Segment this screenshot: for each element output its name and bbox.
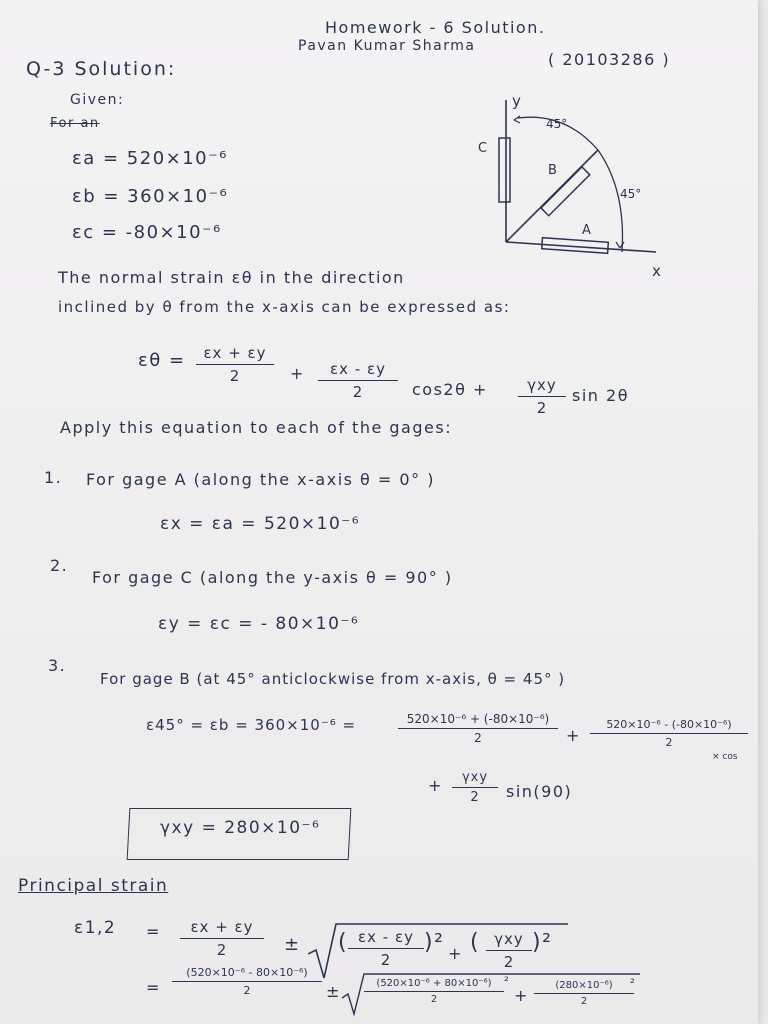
gage-a-label: A [582, 223, 591, 238]
principal-plus-minus: ± [284, 934, 301, 955]
fraction-numerator: εx + εy [196, 344, 274, 365]
given-label: Given: [70, 92, 125, 108]
fraction-denominator: 2 [474, 731, 482, 745]
x-axis-label: x [652, 262, 661, 280]
step-1-text: For gage A (along the x-axis θ = 0° ) [86, 470, 435, 489]
given-eb: εb = 360×10⁻⁶ [72, 186, 229, 207]
step-3-sin: sin(90) [506, 782, 573, 801]
principal-line2-fraction-1 [172, 966, 322, 997]
angle-45-top: 45° [546, 117, 568, 131]
principal-sqrt-fraction-1 [348, 928, 424, 969]
principal-lhs: ε1,2 [74, 918, 117, 938]
fraction-denominator: 2 [430, 994, 438, 1005]
fraction-denominator: 2 [380, 951, 392, 969]
main-eq-lhs: εθ = [138, 350, 186, 371]
step-2-equation: εy = εc = - 80×10⁻⁶ [158, 614, 360, 634]
step-3-fraction-3 [452, 770, 498, 805]
given-ec: εc = -80×10⁻⁶ [72, 222, 222, 243]
intro-line-1: The normal strain εθ in the direction [58, 268, 405, 287]
fraction-numerator: εx - εy [318, 360, 398, 381]
open-paren: ( [470, 930, 481, 955]
step-3-plus-2: + [428, 776, 443, 795]
squared-mark: ² [630, 976, 637, 990]
step-3-text: For gage B (at 45° anticlockwise from x-axis, θ = 45° ) [100, 670, 566, 688]
step-1-equation: εx = εa = 520×10⁻⁶ [160, 514, 361, 534]
homework-title: Homework - 6 Solution. [325, 18, 546, 37]
strain-rosette-diagram [470, 90, 680, 280]
fraction-denominator: 2 [665, 736, 673, 749]
fraction-numerator: γxy [518, 376, 566, 397]
step-3-number: 3. [48, 656, 67, 675]
gage-b-label: B [548, 163, 557, 178]
main-eq-fraction-3 [518, 376, 566, 417]
question-label: Q-3 Solution: [26, 58, 177, 80]
close-paren-squared: )² [424, 930, 445, 955]
step-2-text: For gage C (along the y-axis θ = 90° ) [92, 568, 453, 587]
squared-mark: ² [504, 974, 511, 988]
student-id: ( 20103286 ) [548, 50, 671, 69]
fraction-denominator: 2 [216, 941, 228, 959]
fraction-numerator: εx + εy [180, 918, 264, 939]
fraction-denominator: 2 [352, 383, 364, 401]
main-eq-sin: sin 2θ [572, 386, 629, 405]
principal-strain-title: Principal strain [18, 876, 169, 896]
main-eq-plus: + [290, 364, 305, 383]
struck-text: For an [50, 116, 100, 131]
apply-instruction: Apply this equation to each of the gages: [60, 418, 453, 437]
author-name: Pavan Kumar Sharma [298, 38, 476, 54]
principal-fraction-1 [180, 918, 264, 959]
principal-line2-sqrt-fraction-1 [364, 978, 504, 1005]
step-3-plus: + [566, 726, 581, 745]
close-paren-squared: )² [532, 930, 553, 955]
fraction-denominator: 2 [229, 367, 241, 385]
fraction-numerator: (520×10⁻⁶ + 80×10⁻⁶) [364, 978, 504, 992]
step-3-cos-tail: × cos [712, 752, 738, 762]
step-3-lhs: ε45° = εb = 360×10⁻⁶ = [146, 716, 357, 734]
main-eq-fraction-1 [196, 344, 274, 385]
step-2-number: 2. [50, 556, 69, 575]
gage-c-label: C [478, 141, 488, 156]
fraction-numerator: 520×10⁻⁶ + (-80×10⁻⁶) [398, 712, 558, 729]
gage-c [499, 138, 510, 202]
open-paren: ( [338, 930, 349, 955]
fraction-denominator: 2 [580, 996, 588, 1007]
fraction-numerator: γxy [452, 770, 498, 788]
fraction-denominator: 2 [243, 984, 251, 997]
right-angle-arc [598, 150, 623, 252]
main-eq-cos: cos2θ + [412, 380, 488, 399]
principal-line2-plus-minus: ± [326, 982, 341, 1001]
step-3-fraction-1 [398, 712, 558, 745]
angle-45-right: 45° [620, 187, 642, 201]
principal-plus: + [448, 944, 463, 963]
step-1-number: 1. [44, 468, 63, 487]
fraction-numerator: (280×10⁻⁶) [534, 980, 634, 994]
arrow-head [514, 116, 520, 123]
fraction-denominator: 2 [536, 399, 548, 417]
principal-equals: = [146, 922, 161, 941]
principal-line2-sqrt-fraction-2 [534, 980, 634, 1007]
fraction-numerator: γxy [486, 930, 532, 951]
y-axis-label: y [512, 92, 521, 110]
principal-line2-plus: + [514, 986, 529, 1005]
fraction-denominator: 2 [470, 790, 480, 805]
given-ea: εa = 520×10⁻⁶ [72, 148, 228, 169]
step-3-fraction-2 [590, 718, 748, 749]
x-axis-line [506, 242, 656, 252]
principal-sqrt-fraction-2 [486, 930, 532, 971]
principal-line2-equals: = [146, 978, 161, 997]
fraction-numerator: εx - εy [348, 928, 424, 949]
main-eq-fraction-2 [318, 360, 398, 401]
result-gamma-xy: γxy = 280×10⁻⁶ [160, 818, 321, 838]
fraction-numerator: (520×10⁻⁶ - 80×10⁻⁶) [172, 966, 322, 982]
fraction-denominator: 2 [503, 953, 515, 971]
fraction-numerator: 520×10⁻⁶ - (-80×10⁻⁶) [590, 718, 748, 734]
intro-line-2: inclined by θ from the x-axis can be expressed as: [58, 298, 511, 316]
